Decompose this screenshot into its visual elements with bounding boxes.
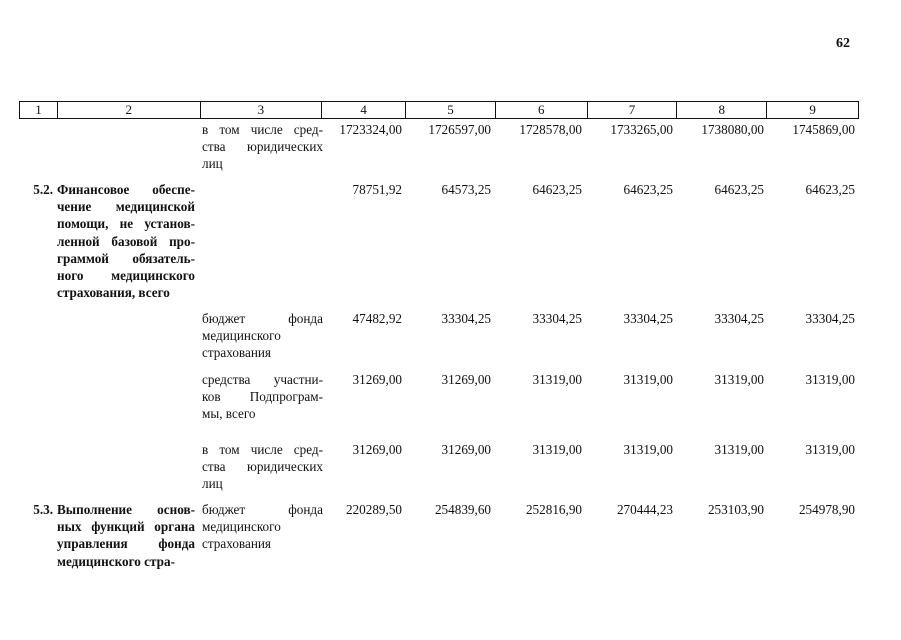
funding-source xyxy=(202,371,323,423)
header-col-7: 7 xyxy=(588,102,678,118)
funding-source-line: ства юридических xyxy=(202,459,323,475)
funding-source-line: лиц xyxy=(202,476,223,492)
value-col-4: 78751,92 xyxy=(352,182,402,197)
value-col-9: 33304,25 xyxy=(805,311,855,326)
table-header xyxy=(19,101,859,119)
value-col-7: 31319,00 xyxy=(623,442,673,457)
row-number: 5.3. xyxy=(33,502,53,517)
value-col-9: 64623,25 xyxy=(805,182,855,197)
header-col-5: 5 xyxy=(406,102,496,118)
funding-source xyxy=(202,310,323,362)
funding-source-line: медицинского xyxy=(202,328,281,344)
value-col-9: 254978,90 xyxy=(798,502,855,517)
funding-source-line: страхования xyxy=(202,536,271,552)
funding-source-line: мы, всего xyxy=(202,406,256,422)
value-col-6: 33304,25 xyxy=(532,311,582,326)
item-name-line: медицинского стра- xyxy=(57,553,175,569)
value-col-7: 31319,00 xyxy=(623,372,673,387)
value-col-6: 1728578,00 xyxy=(519,122,582,137)
value-col-5: 31269,00 xyxy=(441,372,491,387)
value-col-5: 31269,00 xyxy=(441,442,491,457)
value-col-5: 1726597,00 xyxy=(428,122,491,137)
header-col-2: 2 xyxy=(58,102,201,118)
item-name-line: страхования, всего xyxy=(57,285,170,301)
value-col-6: 31319,00 xyxy=(532,372,582,387)
header-col-8: 8 xyxy=(677,102,767,118)
item-name-line: ленной базовой про- xyxy=(57,233,195,249)
item-name-line: управления фонда xyxy=(57,536,195,552)
funding-source-line: в том числе сред- xyxy=(202,122,323,137)
value-col-8: 1738080,00 xyxy=(701,122,764,137)
value-col-7: 1733265,00 xyxy=(610,122,673,137)
funding-source-line: бюджет фонда xyxy=(202,311,323,326)
item-name-line: Выполнение основ- xyxy=(57,502,195,517)
value-col-8: 33304,25 xyxy=(714,311,764,326)
funding-source-line: медицинского xyxy=(202,519,281,535)
value-col-7: 33304,25 xyxy=(623,311,673,326)
value-col-5: 254839,60 xyxy=(434,502,491,517)
funding-source xyxy=(202,501,323,553)
row-number: 5.2. xyxy=(33,182,53,197)
header-col-6: 6 xyxy=(496,102,588,118)
funding-source-line: бюджет фонда xyxy=(202,502,323,517)
value-col-6: 252816,90 xyxy=(525,502,582,517)
value-col-8: 31319,00 xyxy=(714,442,764,457)
page-number: 62 xyxy=(836,36,850,51)
value-col-8: 31319,00 xyxy=(714,372,764,387)
header-col-9: 9 xyxy=(809,102,816,117)
funding-source-line: средства участни- xyxy=(202,372,323,387)
value-col-6: 31319,00 xyxy=(532,442,582,457)
item-name-line: помощи, не установ- xyxy=(57,216,195,232)
funding-source-line: ков Подпрограм- xyxy=(202,389,323,405)
value-col-9: 31319,00 xyxy=(805,442,855,457)
item-name-line: Финансовое обеспе- xyxy=(57,182,195,197)
header-col-4: 4 xyxy=(322,102,406,118)
item-name-line: чение медицинской xyxy=(57,199,195,215)
value-col-6: 64623,25 xyxy=(532,182,582,197)
value-col-4: 1723324,00 xyxy=(339,122,402,137)
funding-source xyxy=(202,121,323,173)
value-col-5: 64573,25 xyxy=(441,182,491,197)
value-col-8: 64623,25 xyxy=(714,182,764,197)
value-col-9: 1745869,00 xyxy=(792,122,855,137)
header-col-3: 3 xyxy=(201,102,323,118)
funding-source xyxy=(202,441,323,493)
item-name-line: ного медицинского xyxy=(57,268,195,284)
funding-source-line: страхования xyxy=(202,345,271,361)
item-name-line: ных функций органа xyxy=(57,519,195,535)
value-col-5: 33304,25 xyxy=(441,311,491,326)
item-name-line: граммой обязатель- xyxy=(57,250,195,266)
value-col-4: 47482,92 xyxy=(352,311,402,326)
item-name xyxy=(57,181,195,301)
value-col-4: 220289,50 xyxy=(345,502,402,517)
value-col-4: 31269,00 xyxy=(352,442,402,457)
value-col-4: 31269,00 xyxy=(352,372,402,387)
value-col-8: 253103,90 xyxy=(707,502,764,517)
funding-source-line: лиц xyxy=(202,156,223,172)
header-col-1: 1 xyxy=(20,102,58,118)
funding-source-line: в том числе сред- xyxy=(202,442,323,457)
value-col-7: 270444,23 xyxy=(616,502,673,517)
value-col-7: 64623,25 xyxy=(623,182,673,197)
funding-source-line: ства юридических xyxy=(202,139,323,155)
item-name xyxy=(57,501,195,570)
value-col-9: 31319,00 xyxy=(805,372,855,387)
